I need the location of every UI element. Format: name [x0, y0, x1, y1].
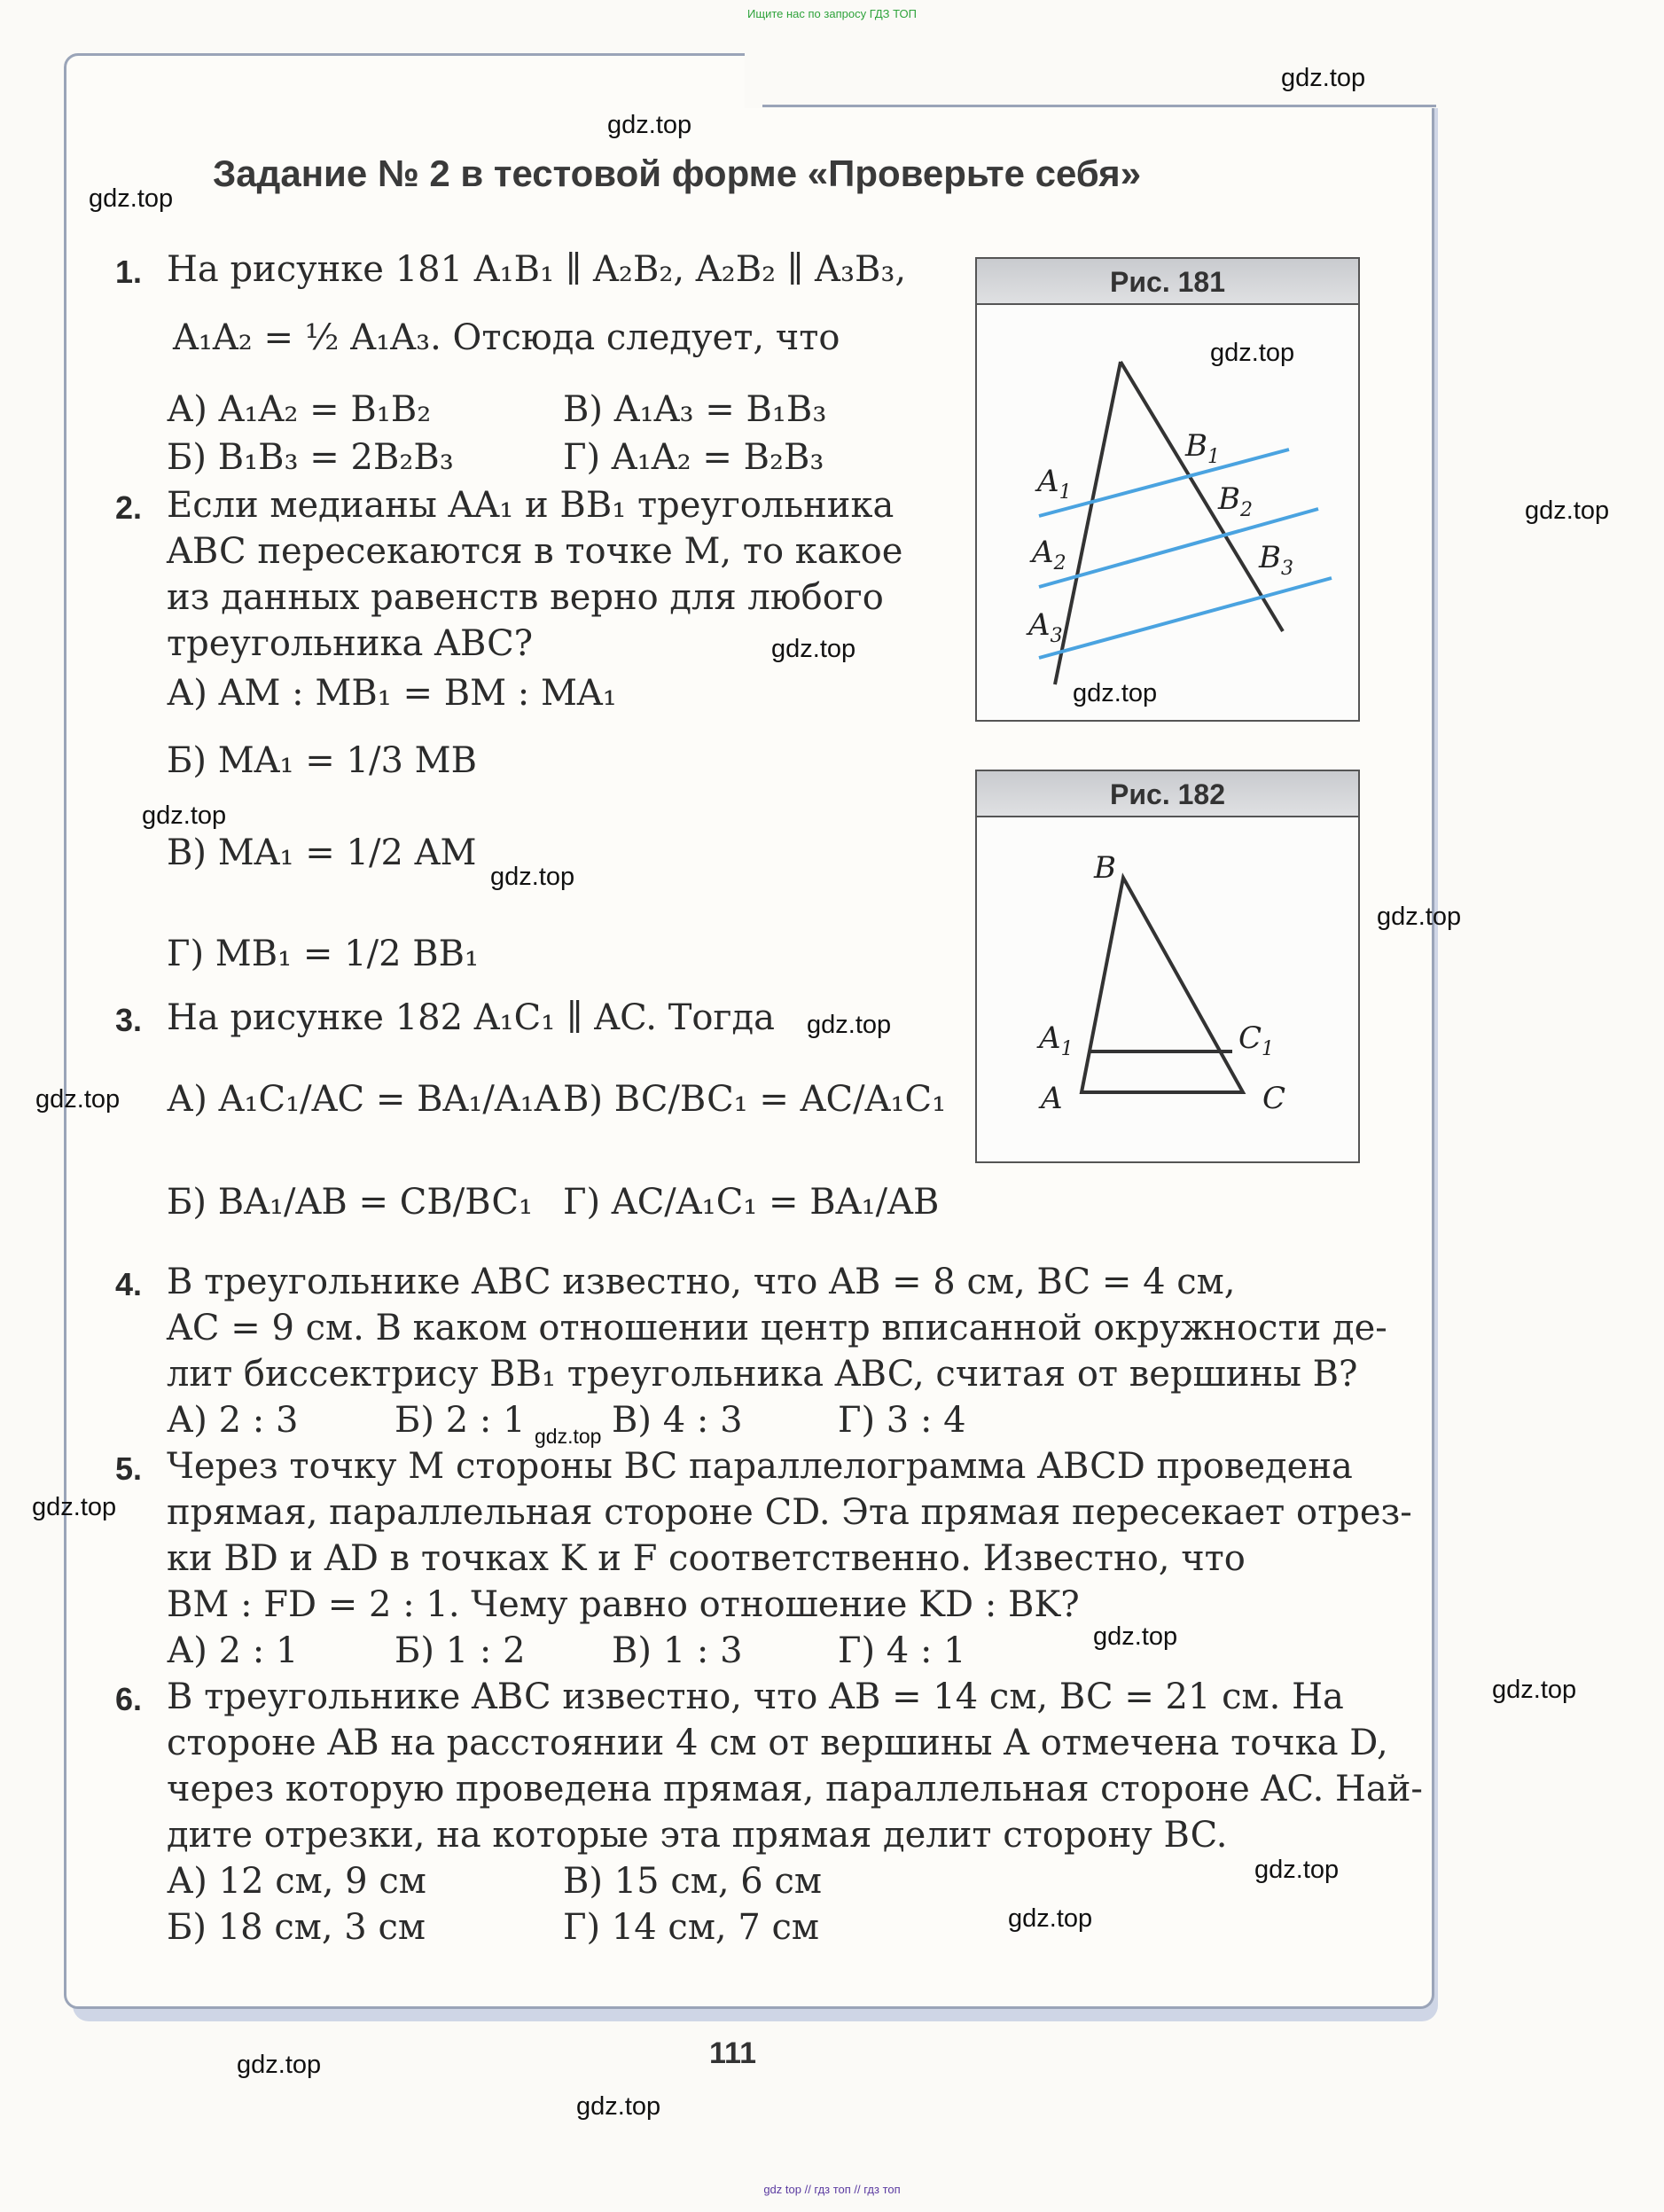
top-search-note: Ищите нас по запросу ГДЗ ТОП — [747, 7, 917, 20]
figure-182-drawing — [977, 816, 1358, 1161]
question-6-option-b: Б) 18 см, 3 см — [167, 1907, 426, 1948]
page-title: Задание № 2 в тестовой форме «Проверьте себя» — [213, 152, 1142, 194]
question-1-option-v: В) A₁A₃ = B₁B₃ — [563, 389, 827, 430]
watermark: gdz.top — [237, 2051, 322, 2079]
question-3-number: 3. — [115, 1002, 143, 1038]
figure-181-caption: Рис. 181 — [977, 259, 1358, 305]
line-a1a3 — [1055, 362, 1121, 684]
watermark: gdz.top — [1492, 1676, 1577, 1704]
watermark: gdz.top — [1254, 1856, 1340, 1884]
watermark: gdz.top — [32, 1493, 117, 1521]
watermark: gdz.top — [535, 1425, 602, 1448]
triangle-abc — [1082, 878, 1243, 1092]
question-2-line-2: ABC пересекаются в точке M, то какое — [167, 531, 903, 572]
label-b: B — [1094, 850, 1116, 886]
question-1-number: 1. — [115, 254, 143, 290]
question-5-option-b: Б) 1 : 2 — [395, 1630, 526, 1671]
question-4-line-3: лит биссектрису BB₁ треугольника ABC, считая от вершины B? — [167, 1354, 1358, 1395]
question-5-line-2: прямая, параллельная стороне CD. Эта прямая пересекает отрез- — [167, 1492, 1412, 1533]
question-4-option-v: В) 4 : 3 — [612, 1400, 743, 1441]
watermark: gdz.top — [576, 2092, 661, 2121]
question-3-line-1: На рисунке 182 A₁C₁ ∥ AC. Тогда — [167, 997, 775, 1038]
question-5-number: 5. — [115, 1450, 143, 1487]
question-4-number: 4. — [115, 1266, 143, 1302]
question-6-line-1: В треугольнике ABC известно, что AB = 14 см, BC = 21 см. На — [167, 1677, 1344, 1717]
frame-tab-line — [762, 105, 1436, 107]
question-4-line-2: AC = 9 см. В каком отношении центр вписанной окружности де- — [167, 1308, 1387, 1348]
question-5-option-v: В) 1 : 3 — [612, 1630, 743, 1671]
label-b1: $B_1$ — [1185, 428, 1220, 468]
watermark: gdz.top — [1093, 1622, 1178, 1651]
question-6-line-2: стороне AB на расстоянии 4 см от вершины A отмечена точка D, — [167, 1723, 1388, 1763]
label-a1-fig182: $A_1$ — [1039, 1020, 1074, 1060]
question-1-option-g: Г) A₁A₂ = B₂B₃ — [563, 437, 824, 478]
question-3-option-v: В) BC/BC₁ = AC/A₁C₁ — [563, 1079, 947, 1120]
question-4-option-b: Б) 2 : 1 — [395, 1400, 526, 1441]
question-6-option-g: Г) 14 см, 7 см — [563, 1907, 820, 1948]
line-b-side — [1121, 362, 1283, 631]
question-2-line-1: Если медианы AA₁ и BB₁ треугольника — [167, 485, 894, 526]
question-1-option-a: А) A₁A₂ = B₁B₂ — [167, 389, 432, 430]
question-4-line-1: В треугольнике ABC известно, что AB = 8 см, BC = 4 см, — [167, 1262, 1236, 1302]
question-5-line-3: ки BD и AD в точках K и F соответственно. Известно, что — [167, 1538, 1246, 1579]
figure-181 — [975, 257, 1360, 722]
label-c: C — [1262, 1081, 1286, 1116]
question-2-number: 2. — [115, 489, 143, 526]
question-3-option-a: А) A₁C₁/AC = BA₁/A₁A — [167, 1079, 560, 1120]
question-2-line-4: треугольника ABC? — [167, 623, 534, 664]
question-6-option-a: А) 12 см, 9 см — [167, 1861, 426, 1902]
question-6-option-v: В) 15 см, 6 см — [563, 1861, 822, 1902]
watermark: gdz.top — [1281, 64, 1366, 92]
watermark: gdz.top — [89, 184, 174, 213]
page-number: 111 — [709, 2036, 756, 2070]
watermark: gdz.top — [807, 1011, 892, 1039]
question-6-line-3: через которую проведена прямая, параллельная стороне AC. Най- — [167, 1769, 1423, 1809]
question-2-option-a: А) AM : MB₁ = BM : MA₁ — [167, 673, 617, 714]
question-6-number: 6. — [115, 1681, 143, 1717]
question-5-line-4: BM : FD = 2 : 1. Чему равно отношение KD : BK? — [167, 1584, 1080, 1625]
parallel-line-3 — [1039, 578, 1332, 658]
question-1-line-1: На рисунке 181 A₁B₁ ∥ A₂B₂, A₂B₂ ∥ A₃B₃, — [167, 249, 907, 290]
question-3-option-g: Г) AC/A₁C₁ = BA₁/AB — [563, 1182, 940, 1223]
question-1-option-b: Б) B₁B₃ = 2B₂B₃ — [167, 437, 454, 478]
question-3-option-b: Б) BA₁/AB = CB/BC₁ — [167, 1182, 533, 1223]
watermark: gdz.top — [35, 1085, 121, 1114]
question-5-option-g: Г) 4 : 1 — [838, 1630, 966, 1671]
watermark: gdz.top — [1073, 679, 1158, 707]
label-a: A — [1041, 1081, 1063, 1116]
question-2-option-g: Г) MB₁ = 1/2 BB₁ — [167, 934, 480, 974]
label-b2: $B_2$ — [1218, 481, 1253, 521]
watermark: gdz.top — [490, 863, 575, 891]
question-1-line-2: A₁A₂ = ½ A₁A₃. Отсюда следует, что — [173, 317, 840, 358]
label-a3: $A_3$ — [1028, 607, 1063, 647]
question-4-option-a: А) 2 : 3 — [167, 1400, 299, 1441]
label-b3: $B_3$ — [1259, 540, 1293, 580]
watermark: gdz.top — [1008, 1904, 1093, 1933]
label-a2: $A_2$ — [1032, 535, 1066, 574]
bottom-search-note: gdz top // гдз топ // гдз топ — [763, 2183, 901, 2196]
question-6-line-4: дите отрезки, на которые эта прямая делит сторону BC. — [167, 1815, 1228, 1856]
label-a1: $A_1$ — [1037, 464, 1072, 504]
question-2-option-v: В) MA₁ = 1/2 AM — [167, 832, 477, 873]
watermark: gdz.top — [1377, 903, 1462, 931]
figure-182-caption: Рис. 182 — [977, 771, 1358, 817]
label-c1: $C_1$ — [1238, 1020, 1275, 1060]
watermark: gdz.top — [1525, 496, 1610, 525]
watermark: gdz.top — [607, 111, 692, 139]
watermark: gdz.top — [771, 635, 856, 663]
question-5-option-a: А) 2 : 1 — [167, 1630, 299, 1671]
figure-181-drawing — [977, 303, 1358, 720]
figure-182 — [975, 770, 1360, 1163]
question-2-option-b: Б) MA₁ = 1/3 MB — [167, 740, 477, 781]
watermark: gdz.top — [1210, 339, 1295, 367]
question-2-line-3: из данных равенств верно для любого — [167, 577, 884, 618]
question-4-option-g: Г) 3 : 4 — [838, 1400, 966, 1441]
question-5-line-1: Через точку M стороны BC параллелограмма ABCD проведена — [167, 1446, 1353, 1487]
watermark: gdz.top — [142, 801, 227, 830]
